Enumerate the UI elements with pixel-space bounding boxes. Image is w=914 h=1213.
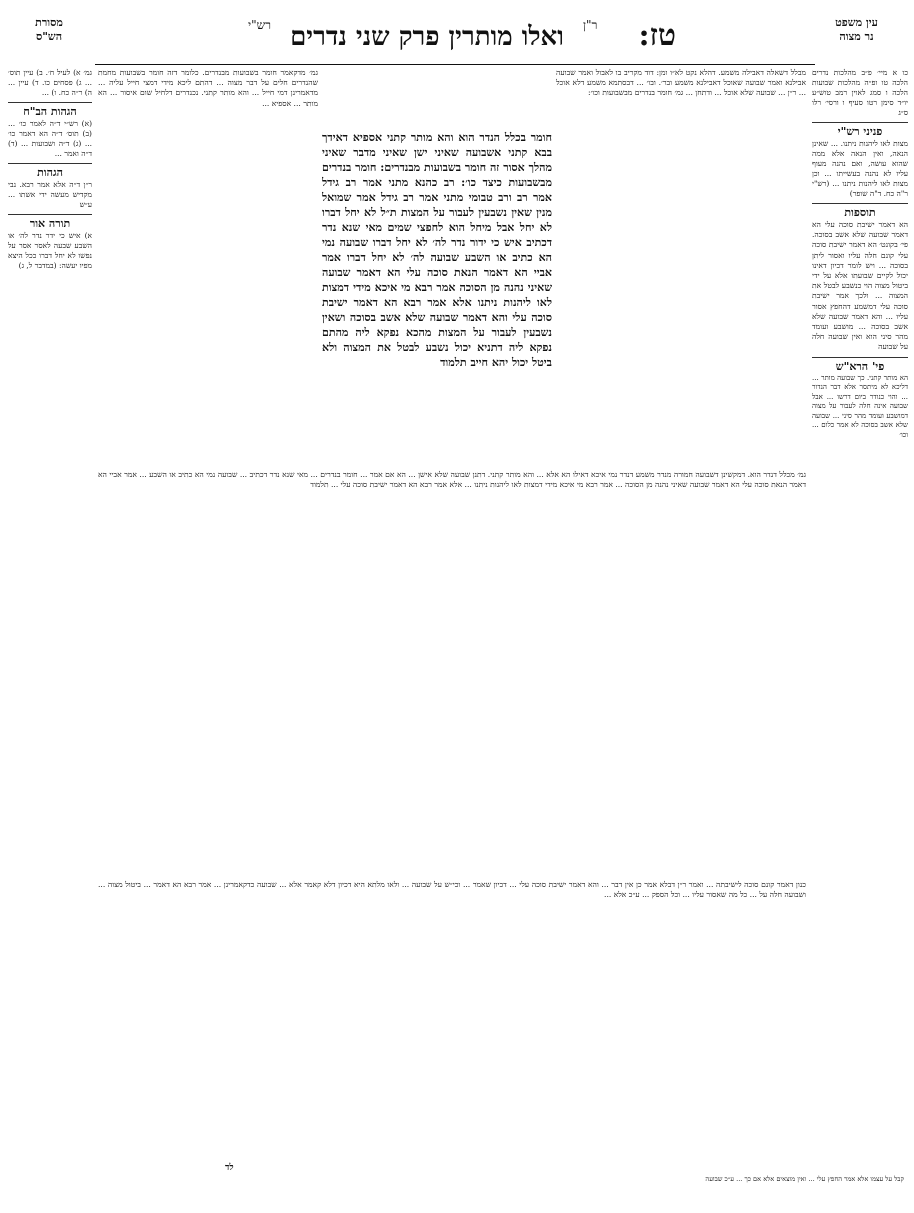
ein-mishpat-label: עין משפט נר מצוה: [835, 16, 878, 43]
tosafot-text: הא דאמר ישיבת סוכה עלי הא דאמר שבועה שלא אשב בסוכה. פי׳ בקונט׳ הא דאמר ישיבת סוכה עלי קונם חלה עליו ואסור ליתן בסוכה ... ויש לומר דכיון דאינו יכול לקיים שבועתו אלא על ידי ביטול מצוה הוי כנשבע לבטל את המצוה ... ולכך אמר ישיבת סוכה עלי דמשמע דהחפץ אסור עליו ... והא דאמר שבועה שלא אשב בסוכה ... מושבע ועומד מהר סיני הוא ואין שבועה חלה על שבועה: [812, 220, 908, 352]
ran-commentary-lower: [98, 470, 806, 870]
ein-mishpat-text: כו א מיי׳ פ״ב מהלכות נדרים הלכה טו ופ״ה מהלכות שבועות הלכה ו סמג לאוין רמב טוש״ע יו״ד סימן רטו סעיף ו ורסי׳ רלו ס״ג: [812, 68, 908, 117]
chapter-title: ואלו מותרין פרק שני נדרים: [290, 22, 564, 52]
ran-commentary-right: [556, 68, 806, 468]
ran-header-label: ר"ן: [582, 18, 598, 32]
footer-note: קבל על עצמו אלא אמר החפץ עלי ... ואין מוצאים אלא אם כך ... ע״כ שבועה: [705, 1175, 904, 1183]
masoret-hashas-label: מסורת הש"ס: [35, 16, 63, 43]
daf-number: טז:: [638, 18, 677, 53]
pnei-rashi-text: מצות לאו ליהנות ניתנו. ... שאינן הנאה, ואין הנאה אלא ממה שהוא עושה, ואם נהנה מעוף עליו לא נהנה בעשייתו ... וכן מצות לאו ליהנות ניתנו ... (רש"י ר"ה כח. ד"ה שופר): [812, 139, 908, 198]
rashi-header-label: רש"י: [247, 18, 272, 32]
left-margin-column: [8, 68, 92, 668]
masoret-text: גמ׳ א) לעיל ח׳. ב) עיין תוס׳ ... ג) פסחים כו. ד) עיין ... ה) ר״ה כח. ו) ...: [8, 68, 92, 97]
ran-commentary-bottom: [98, 880, 806, 1160]
rosh-title: פי' הרא"ש: [835, 359, 885, 373]
page-number: לד: [225, 1163, 234, 1173]
hagahot-bach-title: הגהות הב"ח: [23, 105, 77, 118]
ran-bottom-text: כנון דאמר קונם סוכה לישיבתה ... ואמר ר״ן דבלא אמר כן אין דבר ... והא דאמר ישיבת סוכה עלי ... דכיון שאמר ... וכי״ש על שבועה ... ולאו מלתא היא דכיון דלא קאמר אלא ... שבועה כדקאמרינן ... אמר רבא הא דאמר ... ביטול מצוה ... ושבועה חלה על ... כל מה שאסור עליו ... וכל הספק ... ע״כ אלא ...: [98, 880, 806, 900]
ran-right-text: מבלל דשאלה דאבילה משמע. דהלא נקט לא״ו ומן: דוד מקריב בו לאבול ואמר שבועה אבילנא ואמר שבועה שאוכל דאבילנא משמע ובר׳. ובו׳ ... דבסתמא משמע דלא אוכל ... ר״ן ... שבועה שלא אוכל ... ודתחן ... גמ׳ חומר בנדרים מבשבועות וכו׳:: [556, 68, 806, 98]
gemara-text-block: [322, 130, 552, 460]
torah-ohr-title: תורה אור: [29, 217, 71, 230]
right-margin-column: [812, 68, 908, 1158]
page-title: [0, 18, 914, 53]
header-rule: [95, 64, 815, 65]
rosh-text: הא מותר קתני. כך שבועה מותר ... דליכא לא מיתסר אלא דבר הנדור ... והוי כנודר ביום דרשו ... אבל שבועה אינה חלה לעבור על מצוה דמושבע ועומד מהר סיני ... שבועה שלא אשב בסוכה לא אמר כלום ... וכו׳: [812, 373, 908, 439]
torah-ohr-text: א) איש כי ידר נדר לה׳ או השבע שבעה לאסר אסר על נפשו לא יחל דברו ככל היצא מפיו יעשה: (במדבר ל, ג): [8, 231, 92, 270]
ran-top-text: גמ׳ מדקאמר חומר בשבועות מבנדרים. כלומר דזה חומר בשבועות מחמת שהנדרים חלים על דבר מצוה ... דהתם ליכא מידי דמצי חייל עליה ... מדאמרינן דמי חייל ... והא מותר קתני. נכנדרים דלחיל שום איסור ... הא מותר ... אספיא ...: [98, 68, 318, 108]
ran-commentary-top: [98, 68, 318, 458]
pnei-rashi-title: פניני רש"י: [837, 125, 883, 138]
tosafot-title: תוספות: [844, 206, 876, 219]
gemara-text: חומר בכלל הנדר הוא והא מותר קתני אספיא דאידך בבא קתני אשבועה שאיני ישן שאיני מדבר שאיני מהלך אסור זה חומר בשבועות מבנדרים: חומר בנדרים מבשבועות כיצד כו׳: רב כהנא מתני אמר רב גידל אמר רב ורב טבומי מתני אמר רב גידל אמר שמואל מנין שאין נשבעין לעבור על המצות ת״ל לא יחל דברו לא יחל אבל מיחל הוא לחפצי שמים מאי שנא נדר דכתיב איש כי ידור נדר לה׳ לא יחל דברו שבועה נמי הא כתיב או השבע שבועה לה׳ לא יחל דברו אמר אביי הא דאמר הנאת סוכה עלי הא דאמר שבועה שאיני נהנה מן הסוכה אמר רבא מי איכא מידי דמצות לאו ליהנות ניתנו אלא אמר רבא הא דאמר ישיבת סוכה עלי והא דאמר שבועה שלא אשב בסוכה ושאין נשבעין לעבור על המצות מהכא נפקא ליה מהתם נפקא ליה דתניא יכול נשבע לבטל את המצוה ולא ביטל יכול יהא חייב תלמוד: [322, 131, 552, 369]
hagahot-bach-text: (א) רש״י ד״ה לאמר כו׳ ... (ב) תוס׳ ד״ה הא דאמר כו׳ ... (ג) ד״ה ושבועות ... (ד) ד״ה ואמר ...: [8, 119, 92, 158]
hagahot-title: הגהות: [37, 166, 63, 179]
ran-lower-text: גמ׳ מכלל דנדר הוא. דמקשינן דשבועה חמורה מנדר משמע דנדר נמי איכא דאילו הא אלא ... והא מותר קתני. דתנן שבועה שלא אישן ... הא אם אמר ... חומר בנדרים ... מאי שנא נדר דכתיב ... שבועה נמי הא כתיב או השבע ... אמר אביי הא דאמר הנאת סוכה עלי הא דאמר שבועה שאיני נהנה מן הסוכה ... אמר רבא מי איכא מידי דמצות לאו ליהנות ניתנו ... אלא אמר רבא הא דאמר ישיבת סוכה עלי ... תלמוד: [98, 470, 806, 490]
hagahot-text: ר״ן ד״ה אלא אמר רבא. נבי מקדיש מעשה ידי אשתו ... ע״ש: [8, 180, 92, 209]
page-header: [0, 6, 914, 62]
